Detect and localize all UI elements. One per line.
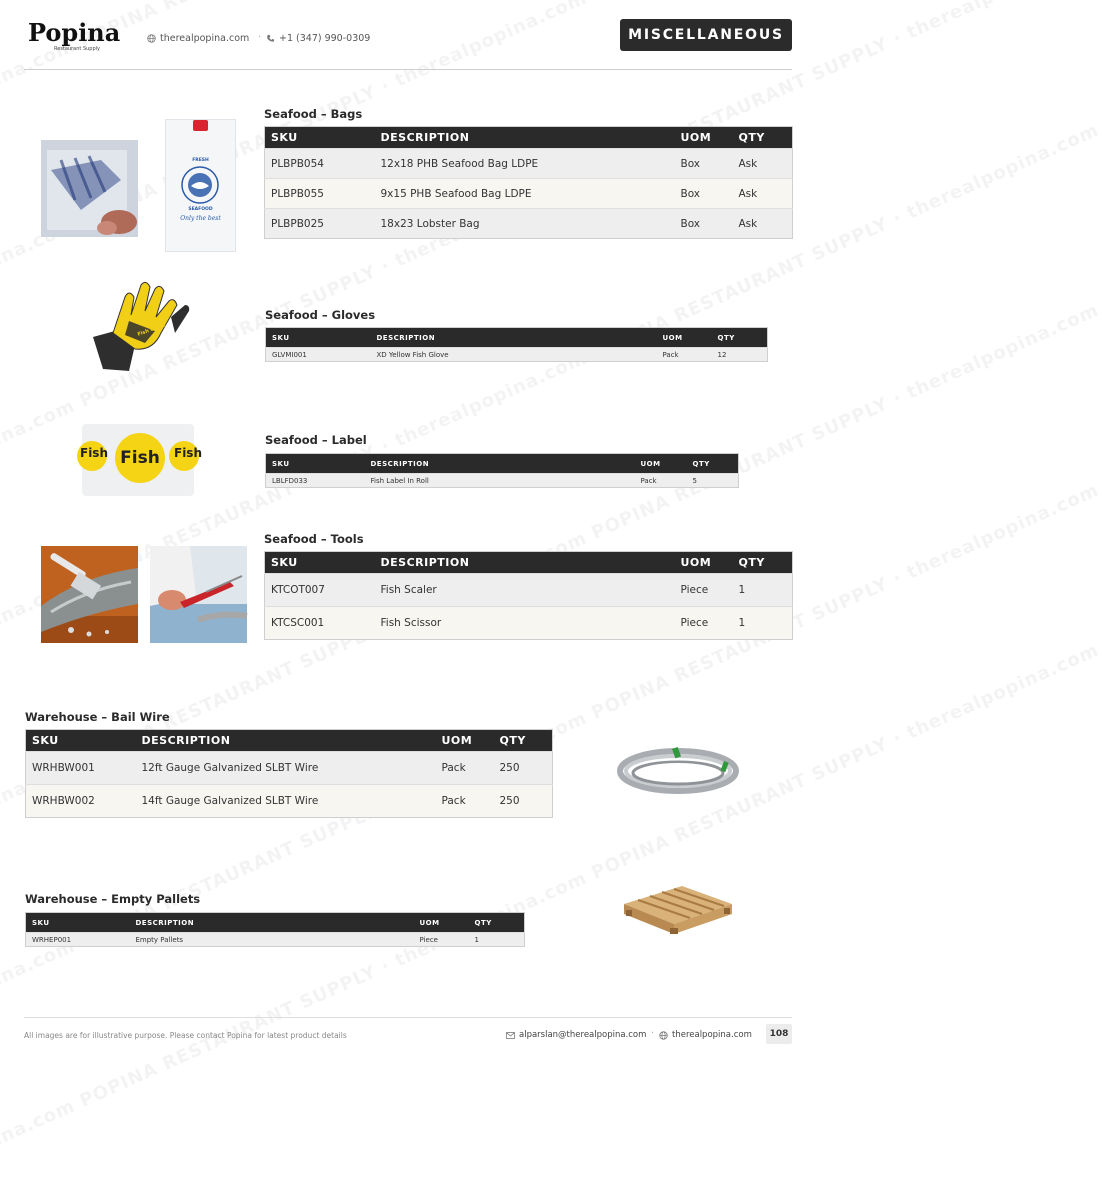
phone-text: +1 (347) 990-0309 (279, 33, 371, 44)
fish-label-roll-photo (80, 418, 202, 502)
uom-cell: Pack (436, 785, 494, 818)
sku-header: SKU (266, 328, 371, 348)
uom-cell: Piece (414, 933, 469, 947)
description-header: DESCRIPTION (375, 127, 675, 149)
table-row (265, 179, 793, 209)
description-header: DESCRIPTION (136, 730, 436, 752)
sku-cell: KTCOT007 (265, 574, 375, 607)
footer-disclaimer: All images are for illustrative purpose. Please contact Popina for latest product details (24, 1031, 347, 1040)
section-title: Seafood – Label (265, 433, 367, 447)
product-table (264, 126, 793, 239)
description-header: DESCRIPTION (365, 454, 635, 474)
label-text-left: Fish (80, 446, 108, 460)
fish-scissor-photo (150, 546, 247, 643)
description-header: DESCRIPTION (130, 913, 414, 933)
fish-glove-photo (85, 275, 195, 375)
pallet-photo (620, 880, 736, 940)
qty-header: QTY (494, 730, 553, 752)
section-title: Warehouse – Bail Wire (25, 710, 170, 724)
description-cell: Fish Scissor (375, 607, 675, 640)
brand-name: Popina (28, 18, 121, 47)
qty-header: QTY (687, 454, 739, 474)
qty-cell: 5 (687, 474, 739, 488)
sku-cell: WRHBW002 (26, 785, 136, 818)
qty-cell: 1 (733, 607, 793, 640)
footer-website[interactable] (659, 1030, 752, 1040)
sku-cell: WRHBW001 (26, 752, 136, 785)
section-title: Warehouse – Empty Pallets (25, 892, 201, 906)
table-row (26, 785, 553, 818)
glove-brand-text: Fish Glove (136, 322, 167, 338)
globe-icon (147, 34, 156, 43)
description-cell: 9x15 PHB Seafood Bag LDPE (375, 179, 675, 209)
uom-cell: Box (675, 179, 733, 209)
label-text-right: Fish (174, 446, 202, 460)
sku-header: SKU (26, 730, 136, 752)
product-table (25, 729, 553, 818)
uom-cell: Pack (657, 348, 712, 362)
description-header: DESCRIPTION (375, 552, 675, 574)
qty-cell: 1 (733, 574, 793, 607)
product-table (265, 453, 739, 488)
uom-cell: Box (675, 149, 733, 179)
uom-cell: Pack (436, 752, 494, 785)
sku-cell: PLBPB025 (265, 209, 375, 239)
qty-cell: 12 (712, 348, 768, 362)
description-cell: 18x23 Lobster Bag (375, 209, 675, 239)
bail-wire-photo (616, 735, 740, 807)
label-text-center: Fish (120, 448, 160, 468)
qty-cell: 1 (469, 933, 525, 947)
fresh-seafood-bag-photo (165, 119, 236, 252)
qty-header: QTY (733, 552, 793, 574)
qty-cell: Ask (733, 179, 793, 209)
header-separator: · (258, 32, 262, 43)
page-number: 108 (766, 1024, 792, 1044)
table-row (26, 933, 525, 947)
footer-separator: · (651, 1028, 655, 1039)
globe-icon (659, 1031, 668, 1040)
section-title: Seafood – Gloves (265, 308, 376, 322)
description-cell: Fish Scaler (375, 574, 675, 607)
website-text: therealpopina.com (160, 33, 250, 44)
sku-header: SKU (265, 127, 375, 149)
fish-scaler-photo (41, 546, 138, 643)
description-cell: Empty Pallets (130, 933, 414, 947)
description-cell: 14ft Gauge Galvanized SLBT Wire (136, 785, 436, 818)
footer-divider (24, 1017, 792, 1018)
table-row (265, 149, 793, 179)
table-row (265, 209, 793, 239)
uom-header: UOM (635, 454, 687, 474)
header-divider (24, 69, 792, 70)
category-badge: MISCELLANEOUS (620, 19, 792, 51)
product-table (265, 327, 768, 362)
phone-icon (266, 34, 275, 43)
sku-header: SKU (266, 454, 365, 474)
uom-cell: Box (675, 209, 733, 239)
sku-header: SKU (265, 552, 375, 574)
section-title: Seafood – Bags (264, 107, 363, 121)
bag-script: Only the best (180, 215, 221, 222)
sku-cell: LBLFD033 (266, 474, 365, 488)
product-table (25, 912, 525, 947)
uom-cell: Piece (675, 607, 733, 640)
description-cell: Fish Label In Roll (365, 474, 635, 488)
uom-header: UOM (657, 328, 712, 348)
description-header: DESCRIPTION (371, 328, 657, 348)
brand-logo[interactable] (28, 20, 120, 52)
footer-website-text: therealpopina.com (672, 1030, 752, 1040)
sku-cell: KTCSC001 (265, 607, 375, 640)
uom-cell: Piece (675, 574, 733, 607)
table-row (265, 574, 793, 607)
section-title: Seafood – Tools (264, 532, 364, 546)
mail-icon (506, 1032, 515, 1039)
description-cell: 12ft Gauge Galvanized SLBT Wire (136, 752, 436, 785)
qty-cell: Ask (733, 209, 793, 239)
uom-header: UOM (675, 127, 733, 149)
sku-cell: WRHEP001 (26, 933, 130, 947)
qty-cell: Ask (733, 149, 793, 179)
table-row (266, 348, 768, 362)
product-table (264, 551, 793, 640)
qty-header: QTY (469, 913, 525, 933)
qty-header: QTY (733, 127, 793, 149)
table-row (26, 752, 553, 785)
header-phone[interactable] (266, 33, 370, 44)
bag-label-top: FRESH (192, 158, 209, 163)
bag-label-mid: SEAFOOD (188, 207, 213, 212)
table-row (265, 607, 793, 640)
footer-email-text: alparslan@therealpopina.com (519, 1030, 647, 1040)
uom-header: UOM (675, 552, 733, 574)
description-cell: XD Yellow Fish Glove (371, 348, 657, 362)
seafood-seal-graphic (180, 165, 220, 205)
sku-cell: PLBPB055 (265, 179, 375, 209)
sku-header: SKU (26, 913, 130, 933)
bag-hanger (193, 120, 208, 131)
seafood-bag-photo (41, 140, 138, 237)
table-row (266, 474, 739, 488)
qty-cell: 250 (494, 785, 553, 818)
qty-header: QTY (712, 328, 768, 348)
footer-email[interactable] (506, 1030, 646, 1040)
brand-tagline: Restaurant Supply (54, 46, 101, 52)
uom-header: UOM (414, 913, 469, 933)
sku-cell: GLVMI001 (266, 348, 371, 362)
uom-header: UOM (436, 730, 494, 752)
uom-cell: Pack (635, 474, 687, 488)
sku-cell: PLBPB054 (265, 149, 375, 179)
description-cell: 12x18 PHB Seafood Bag LDPE (375, 149, 675, 179)
header-website[interactable] (147, 33, 249, 44)
qty-cell: 250 (494, 752, 553, 785)
